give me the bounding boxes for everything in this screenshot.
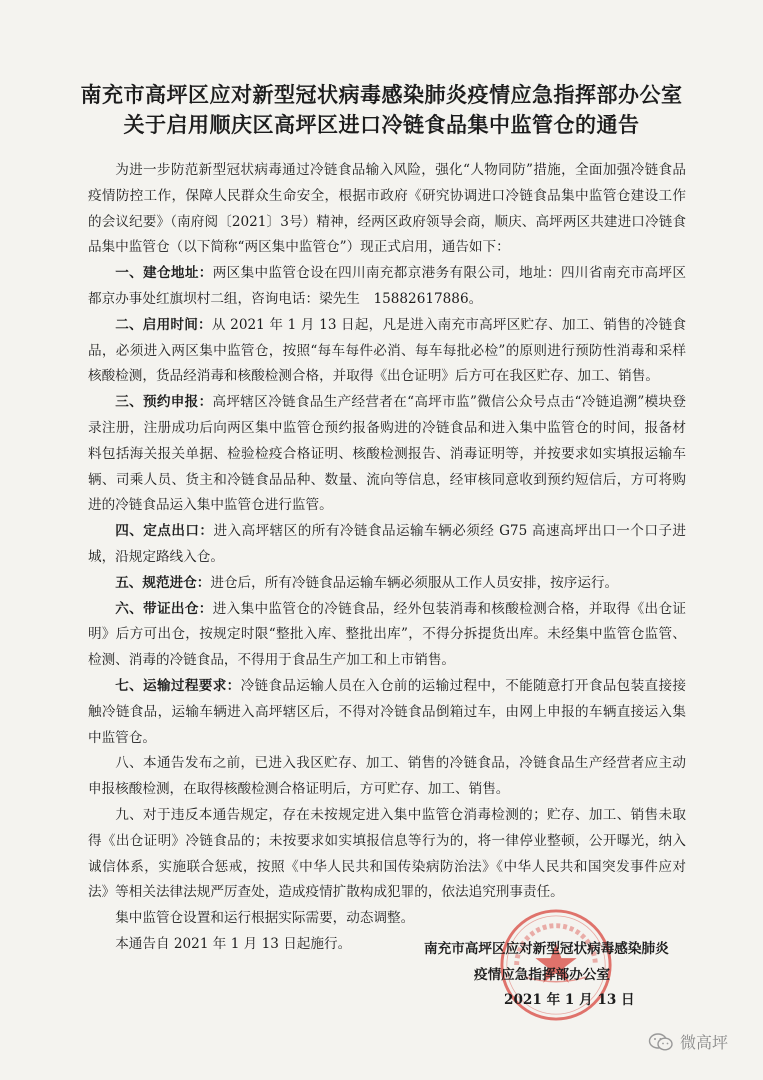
intro-paragraph: 为进一步防范新型冠状病毒通过冷链食品输入风险，强化“人物同防”措施，全面加强冷链食品疫情防控工作，保障人民群众生命安全，根据市政府《研究协调进口冷链食品集中监管仓建设工作的会议纪要》（南府阅〔2021〕3号）精神，经两区政府领导会商，顺庆、高坪两区共建进口冷链食品集中监管仓（以下简称“两区集中监管仓”）现正式启用，通告如下： <box>88 162 686 256</box>
section-text: 进入集中监管仓的冷链食品，经外包装消毒和核酸检测合格，并取得《出仓证明》后方可出仓，按规定时限“整批入库、整批出库”，不得分拆提货出库。未经集中监管仓监管、检测、消毒的冷链食品，不得用于食品生产加工和上市销售。 <box>88 600 686 669</box>
watermark <box>648 1030 728 1053</box>
section-9: 九、对于违反本通告规定，存在未按规定进入集中监管仓消毒检测的；贮存、加工、销售未取得《出仓证明》冷链食品的；未按要求如实填报信息等行为的，将一律停业整顿，公开曝光，纳入诚信体系，实施联合惩戒，按照《中华人民共和国传染病防治法》《中华人民共和国突发事件应对法》等相关法律法规严厉查处，造成疫情扩散构成犯罪的，依法追究刑事责任。 <box>88 806 686 901</box>
section-heading: 四、定点出口： <box>115 523 214 540</box>
issuer-line-2: 疫情应急指挥部办公室 <box>474 966 610 983</box>
issue-date: 2021 年 1 月 13 日 <box>504 992 635 1008</box>
effective-date-note: 本通告自 2021 年 1 月 13 日起施行。 <box>115 935 352 952</box>
section-text: 两区集中监管仓设在四川南充都京港务有限公司，地址：四川省南充市高坪区都京办事处红旗坝村二组，咨询电话：梁先生 15882617886。 <box>88 265 686 307</box>
section-3 <box>88 390 686 519</box>
section-text: 进入高坪辖区的所有冷链食品运输车辆必须经 G75 高速高坪出口一个口子进城，沿规定路线入仓。 <box>88 523 687 565</box>
issuer-line-1: 南充市高坪区应对新型冠状病毒感染肺炎 <box>424 941 669 957</box>
section-text: 从 2021 年 1 月 13 日起，凡是进入南充市高坪区贮存、加工、销售的冷链食品，必须进入两区集中监管仓，按照“每车每件必消、每车每批必检”的原则进行预防性消毒和采样核酸检测，货品经消毒和核酸检测合格，并取得《出仓证明》后方可在我区贮存、加工、销售。 <box>88 316 686 385</box>
wechat-icon <box>648 1032 674 1052</box>
watermark-text: 微高坪 <box>680 1033 729 1052</box>
document-title <box>40 80 723 140</box>
section-5 <box>88 571 686 597</box>
section-heading: 六、带证出仓： <box>115 600 213 617</box>
section-8: 八、本通告发布之前，已进入我区贮存、加工、销售的冷链食品，冷链食品生产经营者应主动申报核酸检测，在取得核酸检测合格证明后，方可贮存、加工、销售。 <box>88 755 686 798</box>
section-heading: 五、规范进仓： <box>115 574 211 591</box>
section-text: 进仓后，所有冷链食品运输车辆必须服从工作人员安排，按序运行。 <box>210 574 619 591</box>
signature-block <box>412 937 742 1014</box>
section-text: 冷链食品运输人员在入仓前的运输过程中，不能随意打开食品包装直接接触冷链食品，运输车辆进入高坪辖区后，不得对冷链食品倒箱过车，由网上申报的车辆直接运入集中监管仓。 <box>88 677 686 746</box>
title-line-1: 南充市高坪区应对新型冠状病毒感染肺炎疫情应急指挥部办公室 <box>80 82 683 107</box>
section-heading: 三、预约申报： <box>115 394 213 411</box>
document-body <box>88 158 686 958</box>
adjustment-note: 集中监管仓设置和运行根据实际需要，动态调整。 <box>115 910 415 927</box>
section-4 <box>88 519 686 571</box>
section-2 <box>88 313 686 390</box>
section-text: 高坪辖区冷链食品生产经营者在“高坪市监”微信公众号点击“冷链追溯”模块登录注册，注册成功后向两区集中监管仓预约报备购进的冷链食品和进入集中监管仓的时间，报备材料包括海关报关单据、检验检疫合格证明、核酸检测报告、消毒证明等，并按要求如实填报运输车辆、司乘人员、货主和冷链食品品种、数量、流向等信息，经审核同意收到预约短信后，方可将购进的冷链食品运入集中监管仓进行监管。 <box>88 394 687 514</box>
section-heading: 一、建仓地址： <box>115 265 213 282</box>
section-heading: 二、启用时间： <box>115 316 212 333</box>
title-line-2: 关于启用顺庆区高坪区进口冷链食品集中监管仓的通告 <box>123 112 640 137</box>
section-6 <box>88 597 686 674</box>
section-1 <box>88 261 686 313</box>
section-7 <box>88 674 686 751</box>
section-heading: 七、运输过程要求： <box>115 677 241 694</box>
